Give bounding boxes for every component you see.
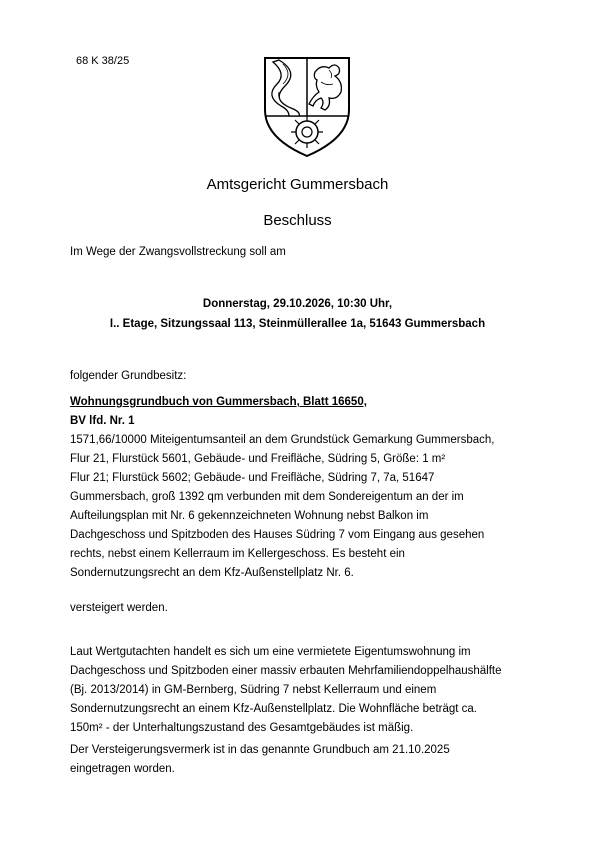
intro-text: Im Wege der Zwangsvollstreckung soll am [70,246,286,258]
description-line: Sondernutzungsrecht an dem Kfz-Außenstellplatz Nr. 6. [70,567,354,579]
appraisal-line: Dachgeschoss und Spitzboden einer massiv erbauten Mehrfamiliendoppelhaushälfte [70,665,502,677]
vermerk-line: eingetragen worden. [70,763,175,775]
appraisal-line: Laut Wertgutachten handelt es sich um eine vermietete Eigentumswohnung im [70,646,471,658]
description-line: Dachgeschoss und Spitzboden des Hauses Südring 7 vom Eingang aus gesehen [70,529,485,541]
property-intro: folgender Grundbesitz: [70,370,187,382]
coat-of-arms-icon [259,52,355,160]
vermerk-block [70,741,450,779]
grundbuch-line: Wohnungsgrundbuch von Gummersbach, Blatt 16650, [70,396,367,408]
document-title: Beschluss [263,212,332,229]
appraisal-block [70,643,502,738]
location-line: I.. Etage, Sitzungssaal 113, Steinmüllerallee 1a, 51643 Gummersbach [109,318,486,330]
auction-line: versteigert werden. [70,602,168,614]
court-name: Amtsgericht Gummersbach [206,176,389,193]
description-line: Flur 21, Flurstück 5601, Gebäude- und Freifläche, Südring 5, Größe: 1 m² [70,453,446,465]
description-line: Gummersbach, groß 1392 qm verbunden mit dem Sondereigentum an der im [70,491,464,503]
appraisal-line: (Bj. 2013/2014) in GM-Bernberg, Südring 7 nebst Kellerraum und einem [70,684,437,696]
description-line: Flur 21; Flurstück 5602; Gebäude- und Freifläche, Südring 7, 7a, 51647 [70,472,435,484]
bv-line: BV lfd. Nr. 1 [70,415,135,427]
appraisal-line: 150m² - der Unterhaltungszustand des Gesamtgebäudes ist mäßig. [70,722,414,734]
vermerk-line: Der Versteigerungsvermerk ist in das genannte Grundbuch am 21.10.2025 [70,744,450,756]
case-reference: 68 K 38/25 [76,55,130,67]
appraisal-line: Sondernutzungsrecht an einem Kfz-Außenstellplatz. Die Wohnfläche beträgt ca. [70,703,477,715]
description-line: 1571,66/10000 Miteigentumsanteil an dem Grundstück Gemarkung Gummersbach, [70,434,495,446]
property-block [70,393,494,583]
description-line: Aufteilungsplan mit Nr. 6 gekennzeichneten Wohnung nebst Balkon im [70,510,429,522]
date-line: Donnerstag, 29.10.2026, 10:30 Uhr, [202,298,393,310]
description-line: rechts, nebst einem Kellerraum im Kellergeschoss. Es besteht ein [70,548,405,560]
